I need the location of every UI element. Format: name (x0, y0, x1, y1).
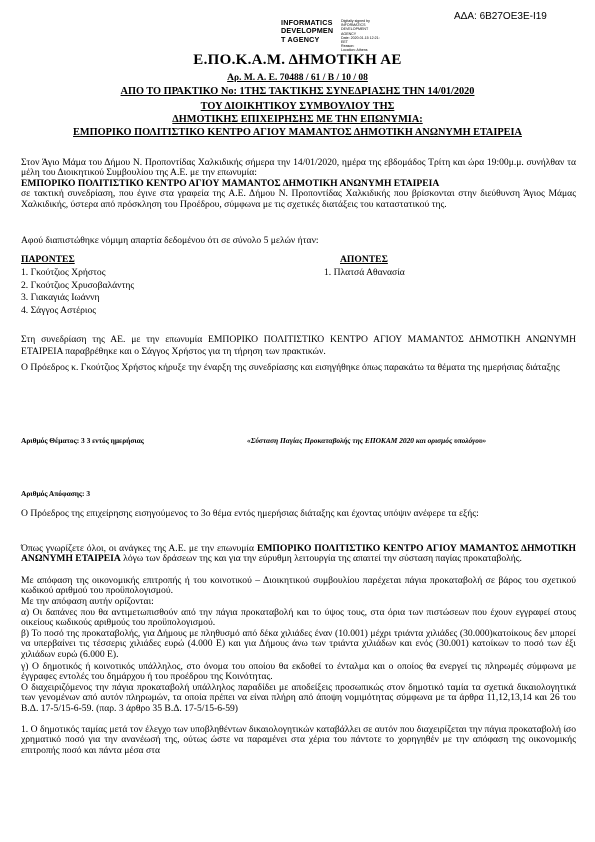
body-paragraph-6: β) Το ποσό της προκαταβολής, για Δήμους με πληθυσμό από δέκα χιλιάδες έναν (10.001) μέχρι τριάντα χιλιάδες (30.000)κατοίκους δεν μπορεί να υπερβαίνει τις τέσσερις χιλιάδες ευρώ (4.000 Ε) και για Δήμους άνω των τριάντα χιλιάδων και ενός (30.001) κατοίκων το ποσό των έξι χιλιάδων ευρώ (6.000 Ε). (21, 628, 576, 660)
item-subject: «Σύσταση Παγίας Προκαταβολής της ΕΠΟΚΑΜ 2020 και ορισμός υπολόγου» (247, 436, 487, 445)
stamp-signature-details: Digitally signed by INFORMATICS DEVELOPMENT AGENCY Date: 2020.01.15 12:21: EET Reason: Location: Athens (341, 19, 380, 53)
company-name-heading: ΕΜΠΟΡΙΚΟ ΠΟΛΙΤΙΣΤΙΚΟ ΚΕΝΤΡΟ ΑΓΙΟΥ ΜΑΜΑΝΤΟΣ ΔΗΜΟΤΙΚΗ ΑΝΩΝΥΜΗ ΕΤΑΙΡΕΙΑ (73, 127, 522, 138)
secretary-paragraph: Στη συνεδρίαση της ΑΕ. με την επωνυμία ΕΜΠΟΡΙΚΟ ΠΟΛΙΤΙΣΤΙΚΟ ΚΕΝΤΡΟ ΑΓΙΟΥ ΜΑΜΑΝΤΟΣ ΔΗΜΟΤΙΚΗ ΑΝΩΝΥΜΗ ΕΤΑΙΡΕΙΑ παραβρέθηκε και ο Σάγγος Χρήστος για τη τήρηση των πρακτικών. (21, 334, 576, 358)
list-item: 2. Γκούτζιος Χρυσοβαλάντης (21, 279, 135, 291)
list-item: 3. Γιακαγιάς Ιωάννη (21, 292, 100, 304)
body-paragraph-2: Όπως γνωρίζετε όλοι, οι ανάγκες της Α.Ε. με την επωνυμία ΕΜΠΟΡΙΚΟ ΠΟΛΙΤΙΣΤΙΚΟ ΚΕΝΤΡΟ ΑΓΙΟΥ ΜΑΜΑΝΤΟΣ ΔΗΜΟΤΙΚΗ ΑΝΩΝΥΜΗ ΕΤΑΙΡΕΙΑ λόγω των δράσεων της και για την εύρυθμη λειτουργία της απαιτεί την σύσταση παγίας προκαταβολής. (21, 543, 576, 565)
registration-number: Αρ. Μ. Α. Ε. 70488 / 61 / Β / 10 / 08 (227, 73, 368, 83)
body-paragraph-3: Με απόφαση της οικονομικής επιτροπής ή του κοινοτικού – Διοικητικού συμβουλίου παρέχεται πάγια προκαταβολή σε βάρος του σχετικού κωδικού αριθμού του προϋπολογισμού. (21, 575, 576, 597)
absent-title: ΑΠΟΝΤΕΣ (340, 254, 388, 265)
stamp-agency-name: INFORMATICS DEVELOPMEN T AGENCY (281, 18, 334, 44)
present-title: ΠΑΡΟΝΤΕΣ (21, 254, 75, 265)
board-heading: ΤΟΥ ΔΙΟΙΚΗΤΙΚΟΥ ΣΥΜΒΟΥΛΙΟΥ ΤΗΣ (200, 101, 395, 112)
item-number: Αριθμός Θέματος: 3 3 εντός ημερήσιας (21, 436, 144, 445)
minutes-heading: ΑΠΟ ΤΟ ΠΡΑΚΤΙΚΟ Νο: 1ΤΗΣ ΤΑΚΤΙΚΗΣ ΣΥΝΕΔΡΙΑΣΗΣ ΤΗΝ 14/01/2020 (120, 86, 475, 97)
body-paragraph-7: γ) Ο δημοτικός ή κοινοτικός υπάλληλος, στο όνομα του οποίου θα εκδοθεί το ένταλμα και ο οποίος θα ενεργεί τις πληρωμές σύμφωνα με έγγραφες εντολές του δημάρχου ή του προέδρου της Κοινότητας. (21, 661, 576, 683)
quorum-text: Αφού διαπιστώθηκε νόμιμη απαρτία δεδομένου ότι σε σύνολο 5 μελών ήταν: (21, 235, 319, 246)
president-paragraph: Ο Πρόεδρος κ. Γκούτζιος Χρήστος κήρυξε την έναρξη της συνεδρίασης και εισηγήθηκε όπως παρακάτω τα θέματα της ημερήσιας διάταξης (21, 362, 560, 373)
list-item: 4. Σάγγος Αστέριος (21, 305, 97, 317)
body-paragraph-4: Με την απόφαση αυτήν ορίζονται: (21, 596, 154, 607)
company-type-heading: ΔΗΜΟΤΙΚΗΣ ΕΠΙΧΕΙΡΗΣΗΣ ΜΕ ΤΗΝ ΕΠΩΝΥΜΙΑ: (172, 114, 423, 125)
body-paragraph-8: Ο διαχειριζόμενος την πάγια προκαταβολή υπάλληλος παραδίδει με αποδείξεις προσωπικώς στον δημοτικό ταμία τα σχετικά δικαιολογητικά των γενομένων από αυτόν πληρωμών, τα οποία πρέπει να είναι πλήρη από άποψη νομιμότητας σύμφωνα με τα άρθρα 11,12,13,14 και 26 του Β.Δ. 17-5/15-6-59. (παρ. 3 άρθρο 35 Β.Δ. 17-5/15-6-59) (21, 682, 576, 714)
list-item: 1. Γκούτζιος Χρήστος (21, 266, 106, 278)
organization-title: Ε.ΠΟ.Κ.Α.Μ. ΔΗΜΟΤΙΚΗ ΑΕ (193, 52, 402, 68)
intro-paragraph: Στον Άγιο Μάμα του Δήμου Ν. Προποντίδας Χαλκιδικής σήμερα την 14/01/2020, ημέρα της εβδομάδος Τρίτη και ώρα 19:00μ.μ. συνήλθαν τα μέλη του Διοικητικού Συμβουλίου της Α.Ε. με την επωνυμία: ΕΜΠΟΡΙΚΟ ΠΟΛΙΤΙΣΤΙΚΟ ΚΕΝΤΡΟ ΑΓΙΟΥ ΜΑΜΑΝΤΟΣ ΔΗΜΟΤΙΚΗ ΑΝΩΝΥΜΗ ΕΤΑΙΡΕΙΑ σε τακτική συνεδρίαση, που έγινε στα γραφεία της Α.Ε. Δήμου Ν. Προποντίδας Χαλκιδικής που βρίσκονται στην διεύθυνση Άγιος Μάμας Χαλκιδικής, ύστερα από πρόσκληση του Προέδρου, σύμφωνα με τις σχετικές διατάξεις του καταστατικού της. (21, 157, 576, 210)
present-members (21, 254, 134, 318)
decision-number: Αριθμός Απόφασης: 3 (21, 489, 91, 498)
body-paragraph-9: 1. Ο δημοτικός ταμίας μετά τον έλεγχο των υποβληθέντων δικαιολογητικών καταβάλλει σε αυτόν που διαχειρίζεται την πάγια προκαταβολή ίσο χρηματικό ποσό για την ανανέωσή της, ούτως ώστε να παραμένει στα χέρια του πάντοτε το χορηγηθέν με την απόφαση της οικονομικής επιτροπής ποσό και πάντα μέσα στα (21, 724, 576, 756)
body-paragraph-1: Ο Πρόεδρος της επιχείρησης εισηγούμενος το 3ο θέμα εντός ημερήσιας διάταξης και έχοντας υπόψιν ανέφερε τα εξής: (21, 508, 479, 519)
body-paragraph-5: α) Οι δαπάνες που θα αντιμετωπισθούν από την πάγια προκαταβολή και το ύψος τους, στα όρια των πιστώσεων που έχουν εγγραφεί στους οικείους κωδικούς αριθμούς του προϋπολογισμού. (21, 607, 576, 629)
digital-signature-stamp (281, 18, 381, 53)
absent-members (324, 254, 405, 280)
list-item: 1. Πλατσά Αθανασία (324, 266, 405, 278)
ada-code: ΑΔΑ: 6Β27ΟΕ3Ε-Ι19 (454, 11, 547, 22)
